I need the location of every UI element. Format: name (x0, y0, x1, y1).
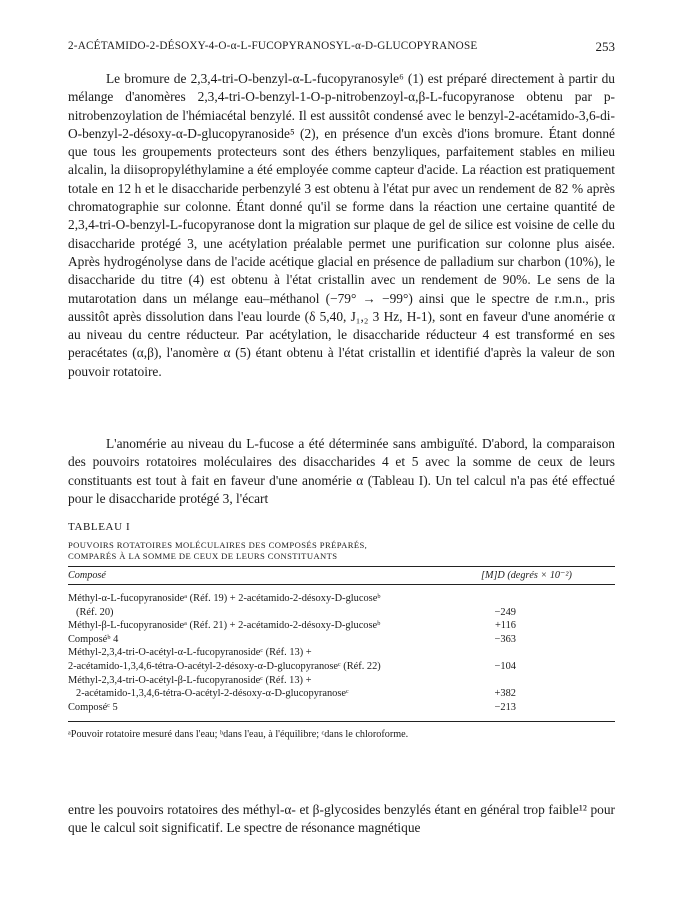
row-compound: 2-acétamido-1,3,4,6-tétra-O-acétyl-2-désoxy-α-D-glucopyranoseᶜ (76, 688, 349, 700)
table-row (68, 675, 615, 689)
row-compound: Méthyl-2,3,4-tri-O-acétyl-α-L-fucopyranosideᶜ (Réf. 13) + (68, 647, 312, 659)
table-title: TABLEAU I (68, 521, 131, 533)
table-body (68, 593, 615, 715)
row-compound: Méthyl-2,3,4-tri-O-acétyl-β-L-fucopyranosideᶜ (Réf. 13) + (68, 674, 312, 686)
page-number: 253 (595, 39, 615, 54)
row-value: −104 (494, 660, 516, 672)
table-row (68, 661, 615, 675)
row-compound: Méthyl-α-L-fucopyranosideᵃ (Réf. 19) + 2-acétamido-2-désoxy-D-glucoseᵇ (68, 593, 381, 604)
table-row (68, 607, 615, 621)
table-row (68, 647, 615, 661)
paragraph-3: entre les pouvoirs rotatoires des méthyl-α- et β-glycosides benzylés étant en général trop faible¹² pour que le calcul soit significatif. Le spectre de résonance magnétique (68, 802, 615, 836)
row-value: +382 (494, 688, 516, 700)
running-header (68, 40, 615, 58)
row-value: −249 (494, 606, 516, 618)
table-caption-line-2: COMPARÉS À LA SOMME DE CEUX DE LEURS CONSTITUANTS (68, 551, 338, 561)
row-compound: Méthyl-β-L-fucopyranosideᵃ (Réf. 21) + 2-acétamido-2-désoxy-D-glucoseᵇ (68, 620, 381, 632)
paragraph-1: Le bromure de 2,3,4-tri-O-benzyl-α-L-fucopyranosyle⁶ (1) est préparé directement à partir du mélange d'anomères 2,3,4-tri-O-benzyl-1-O-p-nitrobenzoyl-α,β-L-fucopyranose obtenu par p-nitrobenzoylation de l'hémiacétal benzylé. Il est aussitôt condensé avec le benzyl-2-acétamido-3,6-di-O-benzyl-2-désoxy-α-D-glucopyranoside⁵ (2), en présence d'un excès d'ions bromure. Étant donné que tous les groupements protecteurs sont des éthers benzyliques, parfaitement stables en milieu alcalin, la diisopropyléthylamine a été employée comme capteur d'acide. La réaction est pratiquement totale en 12 h et le disaccharide perbenzylé 3 est obtenu à l'état pur avec un rendement de 82 % après chromatographie sur colonne. Étant donné qu'il se forme dans la réaction une certaine quantité de 2,3,4-tri-O-benzyl-L-fucopyranose dont la migration sur plaque de gel de silice est voisine de celle du disaccharide protégé 3, une acétylation préalable permet une purification sur colonne plus aisée. Après hydrogénolyse dans de l'acide acétique glacial en présence de palladium sur charbon (10%), le disaccharide du titre (4) est obtenu à l'état cristallin avec un rendement de 90%. Le sens de la mutarotation dans un mélange eau–méthanol (−79° → −99°) ainsi que le spectre de r.m.n., pris aussitôt après dissolution dans l'eau lourde (δ 5,40, J₁,₂ 3 Hz, H-1), sont en faveur d'une anomérie α au niveau du centre réducteur. Par acétylation, le disaccharide réducteur 4 est transformé en ses peracétates (α,β), l'anomère α (5) étant obtenu à l'état cristallin et identifié d'après la valeur de son pouvoir rotatoire. (68, 71, 615, 379)
row-value: −213 (494, 701, 516, 713)
table-row (68, 702, 615, 716)
table-1 (68, 521, 615, 740)
running-title: 2-ACÉTAMIDO-2-DÉSOXY-4-O-α-L-FUCOPYRANOSYL-α-D-GLUCOPYRANOSE (68, 40, 478, 52)
column-header-compound: Composé (68, 570, 106, 581)
paragraph-2: L'anomérie au niveau du L-fucose a été déterminée sans ambiguïté. D'abord, la comparaison des pouvoirs rotatoires moléculaires des disaccharides 4 et 5 avec la somme de ceux de leurs constituants est tout à fait en faveur d'une anomérie α (Tableau I). Un tel calcul n'a pas été effectué pour le disaccharide protégé 3, l'écart (68, 436, 615, 506)
row-value: −363 (494, 633, 516, 645)
table-header-row (68, 567, 615, 584)
row-value: +116 (494, 620, 516, 632)
table-row (68, 593, 615, 607)
table-row (68, 688, 615, 702)
column-header-value: [M]D (degrés × 10⁻²) (481, 570, 572, 581)
row-compound: 2-acétamido-1,3,4,6-tétra-O-acétyl-2-désoxy-α-D-glucopyranoseᶜ (Réf. 22) (68, 660, 381, 672)
table-row (68, 634, 615, 648)
table-header-rule (68, 584, 615, 585)
table-caption-line-1: POUVOIRS ROTATOIRES MOLÉCULAIRES DES COMPOSÉS PRÉPARÉS, (68, 540, 368, 550)
table-caption (68, 540, 615, 562)
table-bottom-rule (68, 721, 615, 722)
table-row (68, 620, 615, 634)
table-footnote: ᵃPouvoir rotatoire mesuré dans l'eau; ᵇdans l'eau, à l'équilibre; ᶜdans le chloroforme. (68, 729, 409, 741)
row-compound: Composéᶜ 5 (68, 701, 118, 713)
row-compound: (Réf. 20) (76, 606, 114, 618)
row-compound: Composéᵇ 4 (68, 633, 119, 645)
